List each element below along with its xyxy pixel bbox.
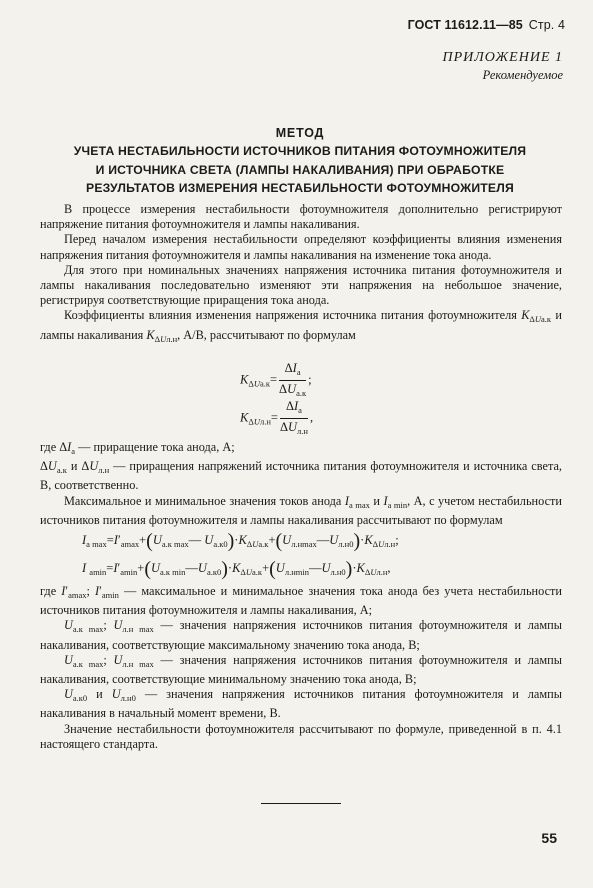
- title-line-3: И ИСТОЧНИКА СВЕТА (ЛАМПЫ НАКАЛИВАНИЯ) ПРИ ОБРАБОТКЕ: [95, 162, 505, 177]
- paragraph-1: В процессе измерения нестабильности фотоумножителя дополнительно регистрируют напряжение питания фотоумножителя и лампы накаливания.: [40, 202, 562, 232]
- formula-imax: $I_{а max}=I'_{аmax}+(U_{а.к max}—$ $U_{а.к0})\cdot K_{\Delta Uа.к}+(U_{л.нmax}—U_{л.н0})\cdot K_{\Delta Uл.н}$;: [82, 530, 399, 552]
- where-6-text: — значения напряжения источников питания фотоумножителя и лампы накаливания в начальный момент времени, В.: [40, 687, 563, 721]
- explanation-block-2: [40, 584, 562, 752]
- page-number: 55: [541, 830, 557, 846]
- paragraph-6: Значение нестабильности фотоумножителя рассчитывают по формуле, приведенной в п. 4.1 настоящего стандарта.: [40, 721, 562, 751]
- where-min-voltages: $U_{а.к max}$; $U_{л.н max}$ — значения напряжения источников питания фотоумножителя и лампы накаливания, соответствующие минимальному значению тока анода, В;: [40, 652, 563, 687]
- section-title: [40, 124, 560, 198]
- title-line-1: МЕТОД: [275, 126, 325, 140]
- and-word: и: [70, 459, 78, 474]
- where-voltage-increments: $\Delta U_{а.к}$ и $\Delta U_{л.н}$ — приращения напряжений источника питания фотоумножителя и источника света, В, соответственно.: [40, 459, 563, 493]
- intro-text: [40, 202, 562, 347]
- where-3-text: — максимальное и минимальное значения тока анода без учета нестабильности источников питания фотоумножителя и лампы накаливания, А;: [40, 584, 562, 618]
- formula-k-anode: $K_{\Delta Uа.к}=$ $\frac{\Delta I_а}{\Delta U_{а.к}}$ ;: [240, 361, 312, 398]
- paragraph-4-part-b: и лампы накаливания: [40, 308, 562, 342]
- appendix-label: ПРИЛОЖЕНИЕ 1: [442, 50, 563, 65]
- paragraph-4-part-a: Коэффициенты влияния изменения напряжения источника питания фотоумножителя: [64, 308, 517, 323]
- where-4-text: — значения напряжения источников питания фотоумножителя и лампы накаливания, соответствующие максимальному значению тока анода, В;: [40, 618, 563, 652]
- paragraph-5-part-a: Максимальное и минимальное значения токов анода: [64, 493, 342, 508]
- standard-number: ГОСТ 11612.11—85: [407, 18, 523, 32]
- formula-imin: I $_{amin}=I'_{amin}+(U_{а.к min}—U_{а.к0})\cdot K_{\Delta Uа.к}+(U_{л.нmin}—U_{л.н0})\cdot K_{\Delta Uл.н}$,: [82, 558, 391, 580]
- paragraph-5: Максимальное и минимальное значения токов анода $I_{а max}$ и $I_{а min}$, А, с учетом нестабильности источников питания фотоумножителя и лампы накаливания рассчитывают по формулам: [40, 493, 563, 527]
- and-word: и: [96, 687, 103, 702]
- where-base-currents: где $I'_{amax}$; $I'_{amin}$ — максимальное и минимальное значения тока анода без учета нестабильности источников питания фотоумножителя и лампы накаливания, А;: [40, 584, 562, 618]
- where-word: где: [40, 584, 57, 598]
- paragraph-4-part-c: , А/В, рассчитывают по формулам: [177, 327, 356, 342]
- where-word: где: [40, 440, 57, 454]
- page-label: Стр. 4: [528, 18, 565, 32]
- explanation-block-1: [40, 440, 562, 528]
- where-1-text: — приращение тока анода, А;: [78, 440, 235, 454]
- title-line-2: УЧЕТА НЕСТАБИЛЬНОСТИ ИСТОЧНИКОВ ПИТАНИЯ ФОТОУМНОЖИТЕЛЯ: [73, 144, 527, 159]
- paragraph-3: Для этого при номинальных значениях напряжения источника питания фотоумножителя и лампы накаливания последовательно изменяют эти напряжения на небольшое значение, регистрируя соответствующие приращения тока анода.: [40, 262, 562, 308]
- title-line-4: РЕЗУЛЬТАТОВ ИЗМЕРЕНИЯ НЕСТАБИЛЬНОСТИ ФОТОУМНОЖИТЕЛЯ: [86, 181, 514, 196]
- paragraph-2: Перед началом измерения нестабильности определяют коэффициенты влияния изменения напряжения питания фотоумножителя и лампы накаливания на изменение тока анода.: [40, 232, 562, 262]
- appendix-status: Рекомендуемое: [482, 68, 563, 82]
- where-5-text: — значения напряжения источников питания фотоумножителя и лампы накаливания, соответствующие минимальному значению тока анода, В;: [40, 652, 563, 687]
- and-word: и: [373, 493, 380, 508]
- paragraph-5-part-b: , А, с учетом нестабильности источников питания фотоумножителя и лампы накаливания рассчитывают по формулам: [40, 493, 563, 527]
- footer-rule: [261, 803, 341, 804]
- running-header: [408, 18, 565, 32]
- formula-k-lamp: $K_{\Delta Uл.н}=$ $\frac{\Delta I_а}{\Delta U_{л.н}}$ ,: [240, 399, 314, 436]
- where-max-voltages: $U_{а.к max}$; $U_{л.н max}$ — значения напряжения источников питания фотоумножителя и лампы накаливания, соответствующие максимальному значению тока анода, В;: [40, 618, 563, 652]
- appendix-block: [443, 50, 563, 83]
- where-initial-voltages: $U_{а.к0}$ и $U_{л.н0}$ — значения напряжения источников питания фотоумножителя и лампы накаливания в начальный момент времени, В.: [40, 687, 563, 721]
- where-anode-current: где $\Delta I_а$ — приращение тока анода, А;: [40, 440, 235, 456]
- paragraph-4: Коэффициенты влияния изменения напряжения источника питания фотоумножителя $K_{\Delta Uа.к}$ и лампы накаливания $K_{\Delta Uл.н}$, А/В, рассчитывают по формулам: [40, 308, 562, 344]
- where-2-text: — приращения напряжений источника питания фотоумножителя и источника света, В, соответственно.: [40, 459, 563, 493]
